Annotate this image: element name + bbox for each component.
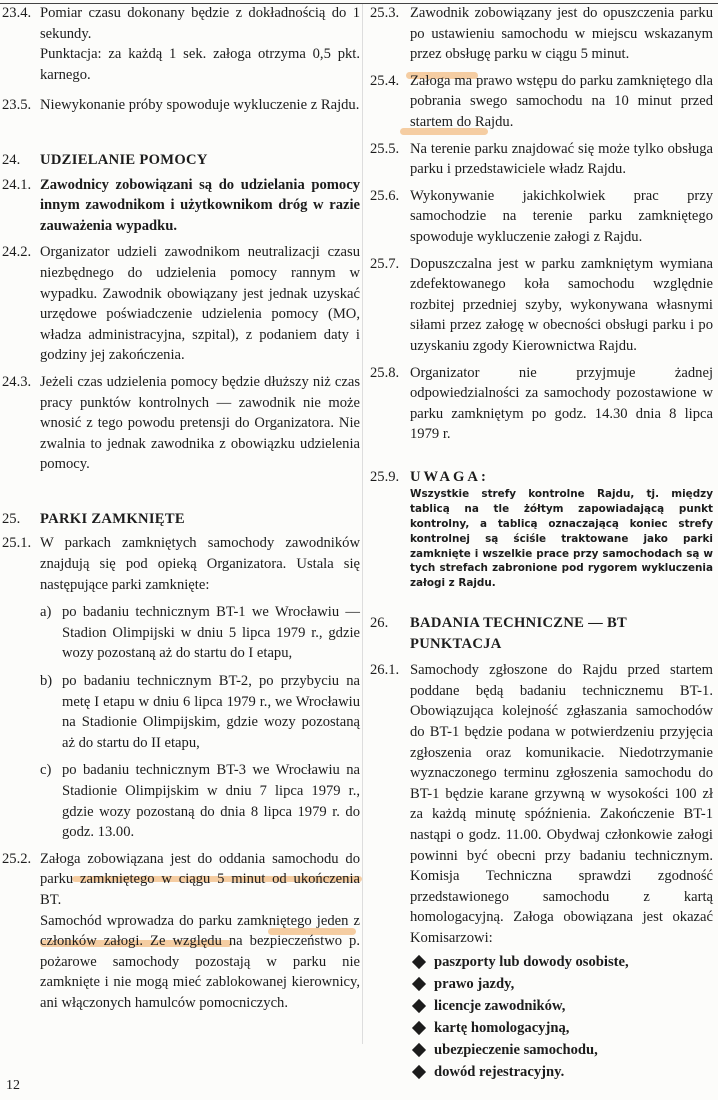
- diamond-bullet-icon: [412, 976, 426, 990]
- section-number: 23.5.: [2, 97, 32, 114]
- section-number: 23.4.: [2, 5, 32, 21]
- paragraph: Wykonywanie jakichkolwiek prac przy samochodzie na terenie parku zamkniętego spowoduje wykluczenie załogi z Rajdu.: [410, 187, 713, 245]
- list-item: [40, 760, 360, 842]
- diamond-bullet-icon: [412, 1064, 426, 1078]
- paragraph: Organizator nie przyjmuje żadnej odpowiedzialności za samochody pozostawione w parku zamkniętym po godz. 14.30 dnia 8 lipca 1979 r.: [410, 364, 713, 443]
- list-text: po badaniu technicznym BT-1 we Wrocławiu — Stadion Olimpijski w dniu 5 lipca 1979 r., gdzie wozy pozostaną aż do startu do I etapu,: [62, 604, 360, 662]
- list-item: [410, 1061, 713, 1083]
- notice-title: UWAGA:: [410, 468, 489, 485]
- right-column: [368, 0, 713, 1083]
- section-25-heading: [0, 509, 360, 530]
- section-number: 26.: [370, 615, 389, 632]
- list-text: kartę homologacyjną,: [434, 1019, 570, 1036]
- list-letter: c): [40, 762, 52, 779]
- paragraph: Niewykonanie próby spowoduje wykluczenie z Rajdu.: [40, 97, 360, 114]
- section-25-4: [368, 71, 713, 133]
- list-item: [410, 951, 713, 973]
- page-number: 12: [6, 1078, 20, 1093]
- diamond-bullet-icon: [412, 954, 426, 968]
- section-number: 24.2.: [2, 244, 32, 261]
- section-25-9: [368, 467, 713, 591]
- section-number: 25.3.: [370, 5, 400, 21]
- paragraph: Na terenie parku znajdować się może tylko obsługa parku i przedstawiciele władz Rajdu.: [410, 140, 713, 178]
- diamond-bullet-icon: [412, 1042, 426, 1056]
- document-list: [410, 951, 713, 1083]
- paragraph: Jeżeli czas udzielenia pomocy będzie dłuższy niż czas pracy punktów kontrolnych — zawodnik nie może wnosić z tego powodu pretensji do Organizatora. Nie zwalnia to jednak zawodnika z obowiązku udzielenia pomocy.: [40, 373, 360, 473]
- section-title: BADANIA TECHNICZNE — BT: [410, 615, 628, 632]
- section-25-3: [368, 3, 713, 65]
- section-25-7: [368, 254, 713, 357]
- section-26-1: [368, 660, 713, 1082]
- list-letter: a): [40, 604, 52, 621]
- section-title: PARKI ZAMKNIĘTE: [40, 510, 185, 527]
- section-title: PUNKTACJA: [410, 635, 502, 652]
- section-24-2: [0, 242, 360, 366]
- paragraph: Organizator udzieli zawodnikom neutralizacji czasu niezbędnego do udzielenia pomocy rannym w wypadku. Zawodnik obowiązany jest jednak uzyskać urzędowe poświadczenie udzielenia pomocy (MO, władza administracyjna, szpital), z podaniem daty i godziny jej zakończenia.: [40, 244, 360, 364]
- diamond-bullet-icon: [412, 998, 426, 1012]
- paragraph: Zawodnik zobowiązany jest do opuszczenia parku po ustawieniu samochodu w miejscu wskazanym przez obsługę parku w ciągu 5 minut.: [410, 5, 713, 63]
- section-24-3: [0, 372, 360, 475]
- section-number: 25.2.: [2, 850, 32, 867]
- section-number: 25.6.: [370, 187, 400, 204]
- section-number: 25.9.: [370, 468, 400, 485]
- section-25-5: [368, 139, 713, 180]
- list-text: po badaniu technicznym BT-3 we Wrocławiu na Stadionie Olimpijskim w dniu 7 lipca 1979 r., gdzie wozy pozostaną do dnia 8 lipca 1979 r. do godz. 13.00.: [62, 762, 360, 841]
- paragraph: Załoga ma prawo wstępu do parku zamkniętego dla pobrania swego samochodu na 10 minut przed startem do Rajdu.: [410, 72, 713, 130]
- notice-text: Wszystkie strefy kontrolne Rajdu, tj. między tablicą na tle żółtym zapowiadającą punkt kontrolny, a tablicą oznaczającą koniec strefy kontrolnej są ściśle traktowane jako parki zamknięte i wszelkie prace przy samochodach są w tych strefach zabronione pod rygorem wykluczenia załogi z Rajdu.: [410, 488, 713, 590]
- list-text: licencje zawodników,: [434, 997, 566, 1014]
- list-item: [410, 995, 713, 1017]
- section-26-heading: [368, 613, 713, 654]
- list-item: [410, 1017, 713, 1039]
- section-number: 25.5.: [370, 140, 400, 157]
- section-number: 24.1.: [2, 176, 32, 193]
- paragraph: Punktacja: za każdą 1 sek. załoga otrzyma 0,5 pkt. karnego.: [40, 46, 360, 83]
- section-number: 25.8.: [370, 364, 400, 381]
- section-number: 25.1.: [2, 535, 32, 552]
- section-25-8: [368, 363, 713, 445]
- list-text: prawo jazdy,: [434, 975, 515, 992]
- section-title: UDZIELANIE POMOCY: [40, 151, 208, 168]
- list-item: [410, 1039, 713, 1061]
- section-number: 26.1.: [370, 662, 400, 679]
- list-letter: b): [40, 673, 53, 690]
- left-column: [0, 0, 360, 1014]
- section-number: 24.: [2, 151, 21, 168]
- list-item: [40, 602, 360, 664]
- section-number: 24.3.: [2, 373, 32, 390]
- section-24-heading: [0, 150, 360, 171]
- list-item: [40, 671, 360, 753]
- list-text: po badaniu technicznym BT-2, po przybyciu na metę I etapu w dniu 6 lipca 1979 r., we Wrocławiu na Stadionie Olimpijskim, gdzie wozy pozostaną aż do startu do II etapu,: [62, 673, 360, 751]
- section-number: 25.: [2, 510, 21, 527]
- list-text: ubezpieczenie samochodu,: [434, 1041, 598, 1058]
- paragraph: Zawodnicy zobowiązani są do udzielania pomocy innym zawodnikom i użytkownikom dróg w razie zauważenia wypadku.: [40, 176, 360, 234]
- column-divider: [362, 4, 363, 1044]
- section-25-2: [0, 849, 360, 1014]
- paragraph: Samochód wprowadza do parku zamkniętego jeden z członków załogi. Ze względu na bezpieczeństwo p. pożarowe samochody pozostają w parku nie zamknięte i nie mogą mieć zablokowanej kierownicy, ani włączonych hamulców pomocniczych.: [40, 912, 360, 1011]
- paragraph: W parkach zamkniętych samochody zawodników znajdują się pod opieką Organizatora. Ustala się następujące parki zamknięte:: [40, 535, 360, 593]
- section-23-5: [0, 95, 360, 116]
- section-25-1: [0, 533, 360, 842]
- section-number: 25.4.: [370, 72, 400, 89]
- section-25-6: [368, 186, 713, 248]
- section-23-4: [0, 3, 360, 85]
- paragraph: Załoga zobowiązana jest do oddania samochodu do parku zamkniętego w ciągu 5 minut od ukończenia BT.: [40, 850, 360, 908]
- list-text: dowód rejestracyjny.: [434, 1063, 565, 1080]
- section-number: 25.7.: [370, 255, 400, 272]
- diamond-bullet-icon: [412, 1020, 426, 1034]
- paragraph: Samochody zgłoszone do Rajdu przed startem poddane będą badaniu technicznemu BT-1. Obowiązująca kolejność zgłaszania samochodów do BT-1 będzie podana w potwierdzeniu przyjęcia zgłoszenia oraz komunikacie. Niedotrzymanie wyznaczonego terminu zgłoszenia samochodu do BT-1 będzie karane grzywną w wysokości 100 zł za każdą minutę spóźnienia. Zakończenie BT-1 nastąpi o godz. 11.00. Obydwaj członkowie załogi powinni być obecni przy badaniu technicznym. Komisja Techniczna sprawdzi zgodność przedstawionego samochodu z kartą homologacyjną. Załoga obowiązana jest okazać Komisarzowi:: [410, 662, 713, 946]
- list-item: [410, 973, 713, 995]
- section-24-1: [0, 175, 360, 237]
- paragraph: Dopuszczalna jest w parku zamkniętym wymiana zdefektowanego koła samochodu względnie rozbitej przedniej szyby, wykonywana własnymi siłami przez załogę w obecności obsługi parku i po uzyskaniu zgody Kierownictwa Rajdu.: [410, 255, 713, 354]
- list-text: paszporty lub dowody osobiste,: [434, 953, 629, 970]
- paragraph: Pomiar czasu dokonany będzie z dokładnością do 1 sekundy.: [40, 5, 360, 42]
